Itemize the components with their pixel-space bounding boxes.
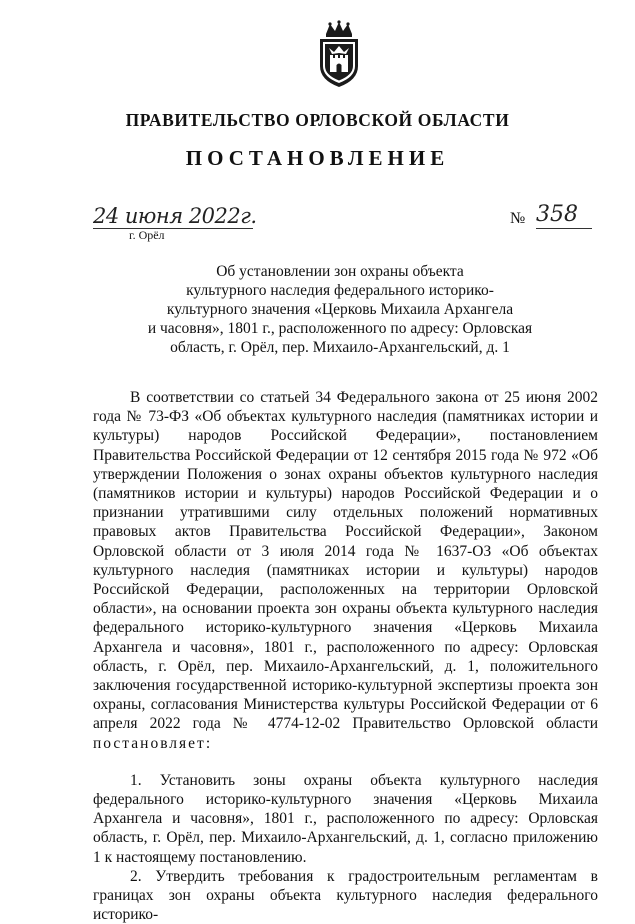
handwritten-date: 24 июня 2022г. — [93, 204, 257, 228]
handwritten-number: 358 — [536, 202, 578, 227]
preamble-text: В соответствии со статьей 34 Федерального закона от 25 июня 2002 года № 73-ФЗ «Об объектах культурного наследия (памятниках истории и культуры) народов Российской Федерации», постановлением Правительства Российской Федерации от 12 сентября 2015 года № 972 «Об утверждении Положения о зонах охраны объектов культурного наследия (памятников истории и культуры) народов Российской Федерации и о признании утратившими силу отдельных положений нормативных правовых актов Правительства Российской Федерации», Законом Орловской области от 3 июля 2014 года № 1637-ОЗ «Об объектах культурного наследия (памятниках истории и культуры) народов Российской Федерации, расположенных на территории Орловской области», на основании проекта зон охраны объекта культурного наследия федерального историко-культурного значения «Церковь Михаила Архангела и часовня», 1801 г., расположенного по адресу: Орловская область, г. Орёл, пер. Михаило-Архангельский, д. 1, положительного заключения государственной историко-культурной экспертизы проекта зон охраны, согласования Министерства культуры Российской Федерации от 6 апреля 2022 года № 4774-12-02 Правительство Орловской области — [93, 389, 598, 733]
document-type-title: ПОСТАНОВЛЕНИЕ — [185, 146, 450, 170]
subject-line: Об установлении зон охраны объекта — [216, 263, 464, 280]
subject-line: область, г. Орёл, пер. Михаило-Архангельский, д. 1 — [170, 339, 510, 356]
item-2-paragraph: 2. Утвердить требования к градостроительным регламентам в границах зон охраны объекта культурного наследия федерального историко- — [93, 867, 598, 924]
document-subject — [140, 262, 540, 357]
number-underline — [536, 228, 592, 229]
date-underline — [93, 228, 253, 229]
government-title: ПРАВИТЕЛЬСТВО ОРЛОВСКОЙ ОБЛАСТИ — [125, 110, 510, 130]
item-1-paragraph: 1. Установить зоны охраны объекта культурного наследия федерального историко-культурного значения «Церковь Михаила Архангела и часовня», 1801 г., расположенного по адресу: Орловская область, г. Орёл, пер. Михаило-Архангельский, д. 1, согласно приложению 1 к настоящему постановлению. — [93, 771, 598, 866]
number-sign: № — [510, 210, 526, 227]
subject-line: культурного значения «Церковь Михаила Архангела — [166, 301, 514, 318]
document-body — [93, 388, 598, 924]
decree-word: постановляет: — [93, 734, 213, 752]
city-label: г. Орёл — [129, 228, 165, 242]
preamble-paragraph — [93, 388, 598, 753]
number-block — [510, 202, 590, 238]
coat-of-arms-icon — [314, 20, 364, 90]
subject-line: и часовня», 1801 г., расположенного по адресу: Орловская — [147, 320, 533, 337]
subject-line: культурного наследия федерального историко- — [186, 282, 494, 299]
